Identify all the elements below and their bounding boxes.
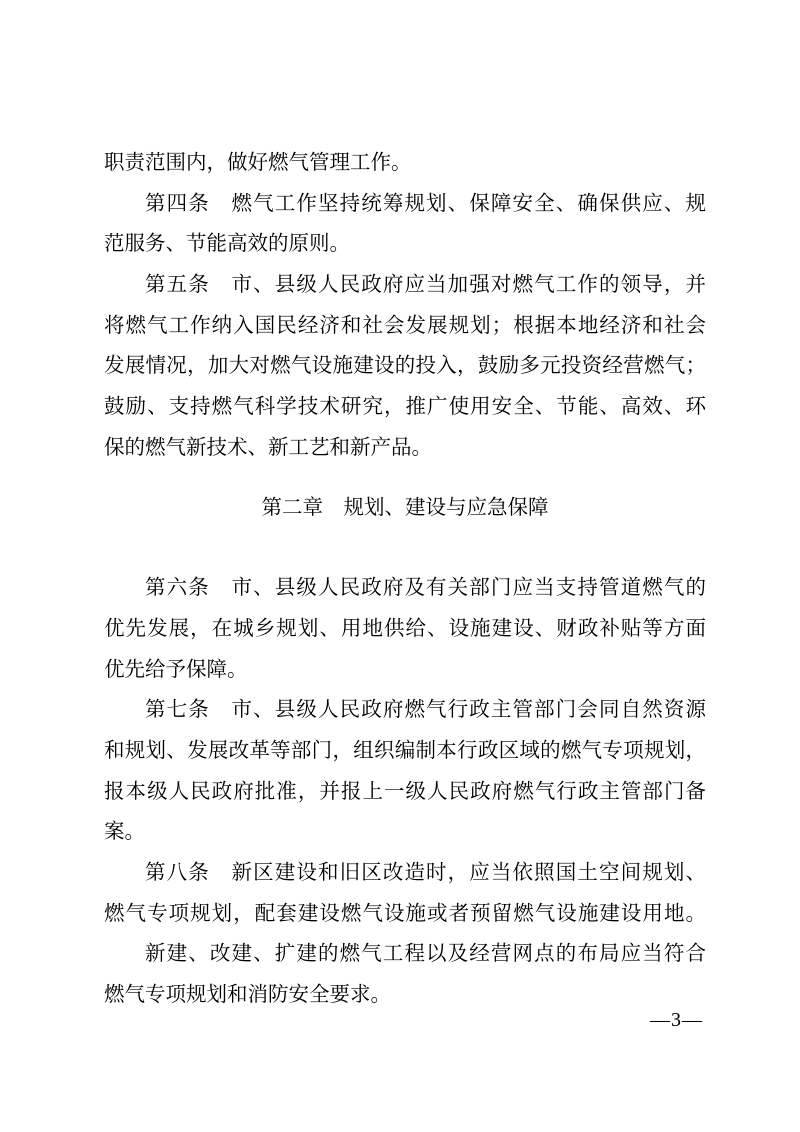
paragraph-continuation (104, 143, 706, 184)
text-line: 第五条 市、县级人民政府应当加强对燃气工作的领导，并 (145, 273, 706, 297)
text-line: 第六条 市、县级人民政府及有关部门应当支持管道燃气的 (145, 576, 706, 600)
text-line: 和规划、发展改革等部门，组织编制本行政区域的燃气专项规划， (104, 738, 706, 762)
text-line: 燃气专项规划和消防安全要求。 (104, 983, 391, 1007)
chapter-2-heading: 第二章 规划、建设与应急保障 (261, 495, 549, 519)
text-line: 案。 (104, 820, 145, 844)
text-line: 优先发展，在城乡规划、用地供给、设施建设、财政补贴等方面 (104, 616, 706, 640)
article-8-paragraph (104, 853, 706, 934)
article-4-paragraph (104, 184, 706, 265)
article-8-paragraph-2 (104, 934, 706, 1015)
article-5-paragraph (104, 265, 706, 468)
text-line: 将燃气工作纳入国民经济和社会发展规划；根据本地经济和社会 (104, 313, 706, 337)
text-line: 保的燃气新技术、新工艺和新产品。 (104, 435, 432, 459)
text-line: 报本级人民政府批准，并报上一级人民政府燃气行政主管部门备 (104, 779, 706, 803)
article-7-paragraph (104, 690, 706, 853)
text-line: 职责范围内，做好燃气管理工作。 (104, 151, 412, 174)
text-line: 燃气专项规划，配套建设燃气设施或者预留燃气设施建设用地。 (104, 901, 706, 925)
text-line: 第八条 新区建设和旧区改造时，应当依照国土空间规划、 (145, 861, 706, 884)
text-line: 范服务、节能高效的原则。 (104, 232, 350, 256)
article-6-paragraph (104, 568, 706, 690)
text-line: 第四条 燃气工作坚持统筹规划、保障安全、确保供应、规 (145, 191, 706, 215)
text-line: 优先给予保障。 (104, 657, 248, 681)
page-body (104, 143, 706, 1016)
text-line: 鼓励、支持燃气科学技术研究，推广使用安全、节能、高效、环 (104, 395, 706, 419)
text-line: 发展情况，加大对燃气设施建设的投入，鼓励多元投资经营燃气； (104, 354, 706, 378)
page-number: —3— (650, 1009, 703, 1031)
text-line: 第七条 市、县级人民政府燃气行政主管部门会同自然资源 (145, 698, 706, 722)
text-line: 新建、改建、扩建的燃气工程以及经营网点的布局应当符合 (145, 942, 706, 966)
